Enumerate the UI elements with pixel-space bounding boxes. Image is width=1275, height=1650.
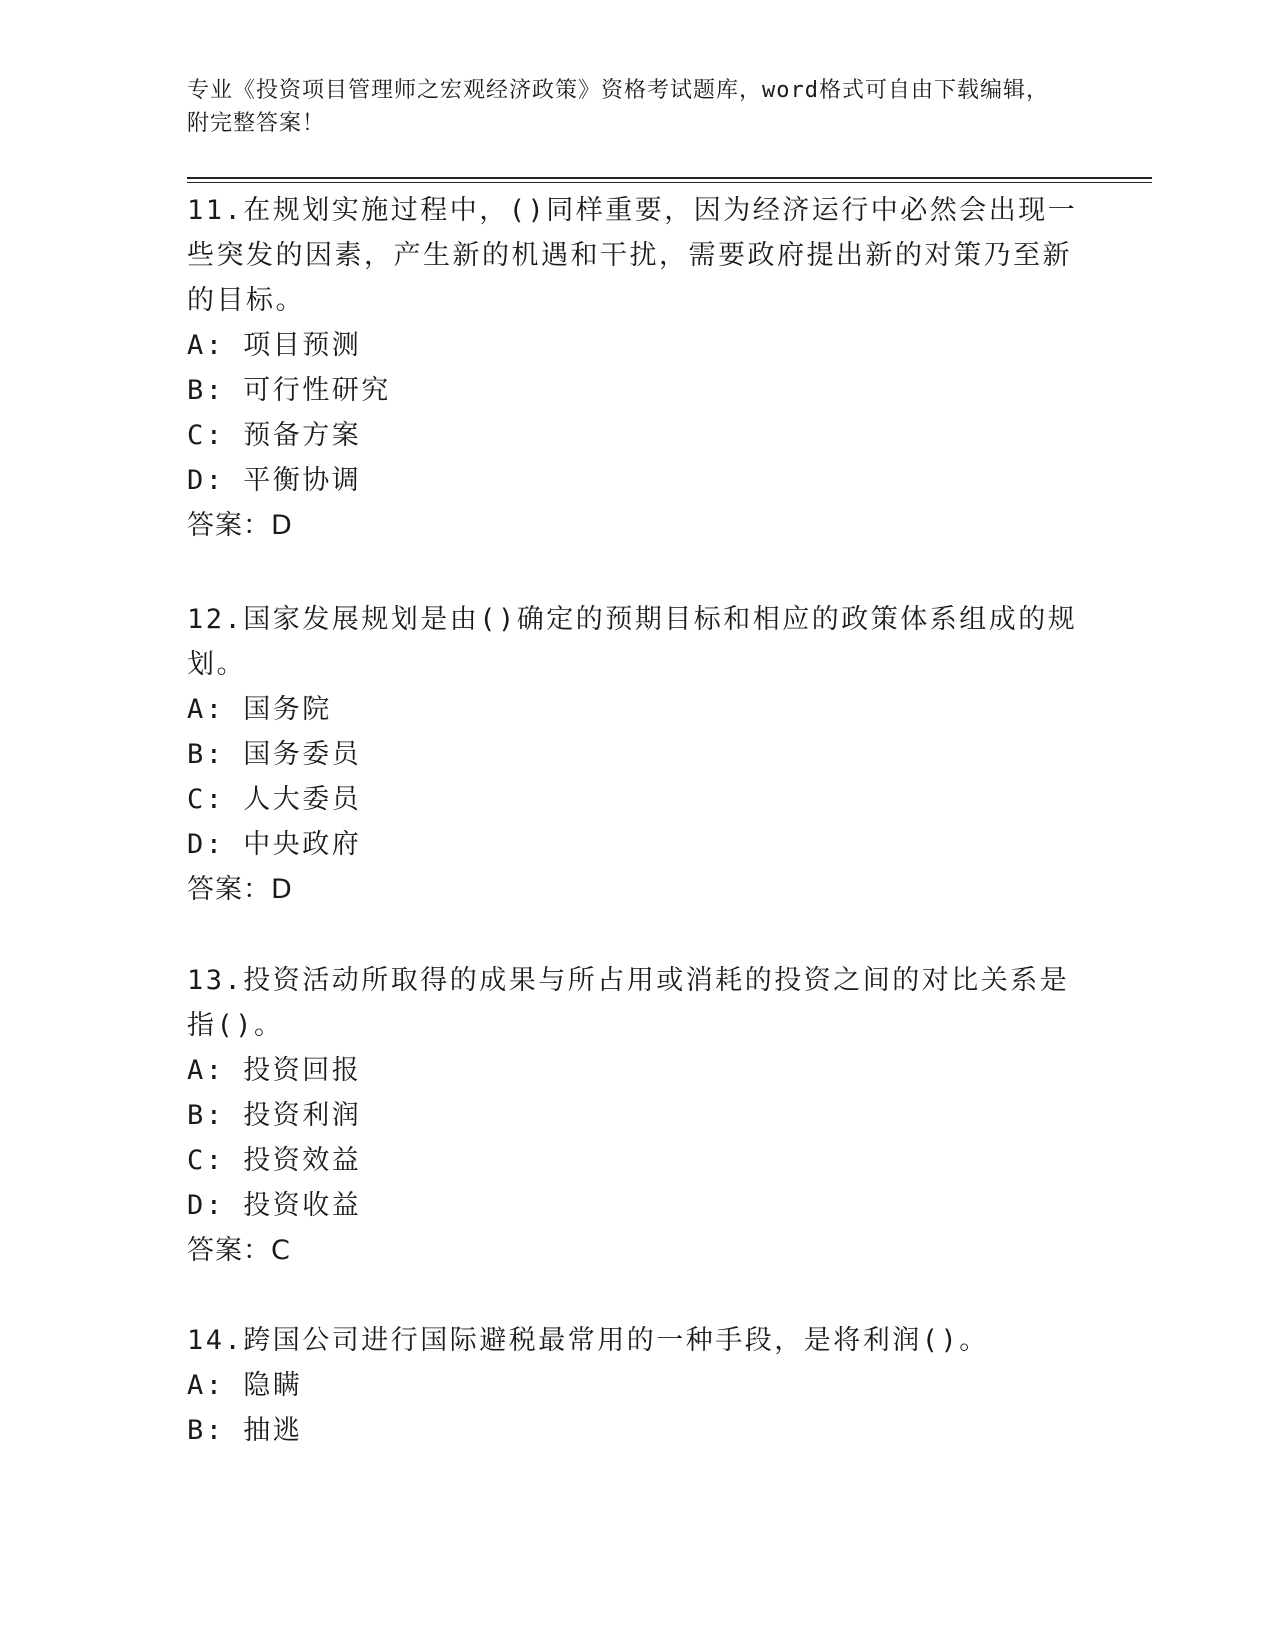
option-a: A: 隐瞒 xyxy=(187,1370,303,1401)
option-d: D: 平衡协调 xyxy=(187,465,362,496)
question-stem: 12.国家发展规划是由()确定的预期目标和相应的政策体系组成的规划。 xyxy=(187,604,1078,680)
option-b: B: 抽逃 xyxy=(187,1415,303,1446)
header-divider-thick xyxy=(187,177,1152,179)
answer-line: 答案：D xyxy=(187,874,293,905)
question-stem: 11.在规划实施过程中，()同样重要，因为经济运行中必然会出现一些突发的因素，产生新的机遇和干扰，需要政府提出新的对策乃至新的目标。 xyxy=(187,195,1078,316)
option-c: C: 预备方案 xyxy=(187,420,362,451)
question-stem: 13.投资活动所取得的成果与所占用或消耗的投资之间的对比关系是指()。 xyxy=(187,965,1070,1041)
question-stem: 14.跨国公司进行国际避税最常用的一种手段，是将利润()。 xyxy=(187,1325,989,1356)
question-12 xyxy=(187,597,1087,912)
option-b: B: 国务委员 xyxy=(187,739,362,770)
answer-line: 答案：C xyxy=(187,1235,291,1266)
header-divider-thin xyxy=(187,182,1152,183)
option-a: A: 国务院 xyxy=(187,694,332,725)
option-d: D: 中央政府 xyxy=(187,829,362,860)
option-a: A: 项目预测 xyxy=(187,330,362,361)
option-a: A: 投资回报 xyxy=(187,1055,362,1086)
document-header: 专业《投资项目管理师之宏观经济政策》资格考试题库，word格式可自由下载编辑，附完整答案！ xyxy=(187,78,1049,136)
option-c: C: 人大委员 xyxy=(187,784,362,815)
option-b: B: 可行性研究 xyxy=(187,375,391,406)
question-11 xyxy=(187,188,1087,548)
answer-line: 答案：D xyxy=(187,510,293,541)
question-14 xyxy=(187,1318,1087,1453)
question-13 xyxy=(187,958,1087,1273)
option-c: C: 投资效益 xyxy=(187,1145,362,1176)
option-d: D: 投资收益 xyxy=(187,1190,362,1221)
option-b: B: 投资利润 xyxy=(187,1100,362,1131)
